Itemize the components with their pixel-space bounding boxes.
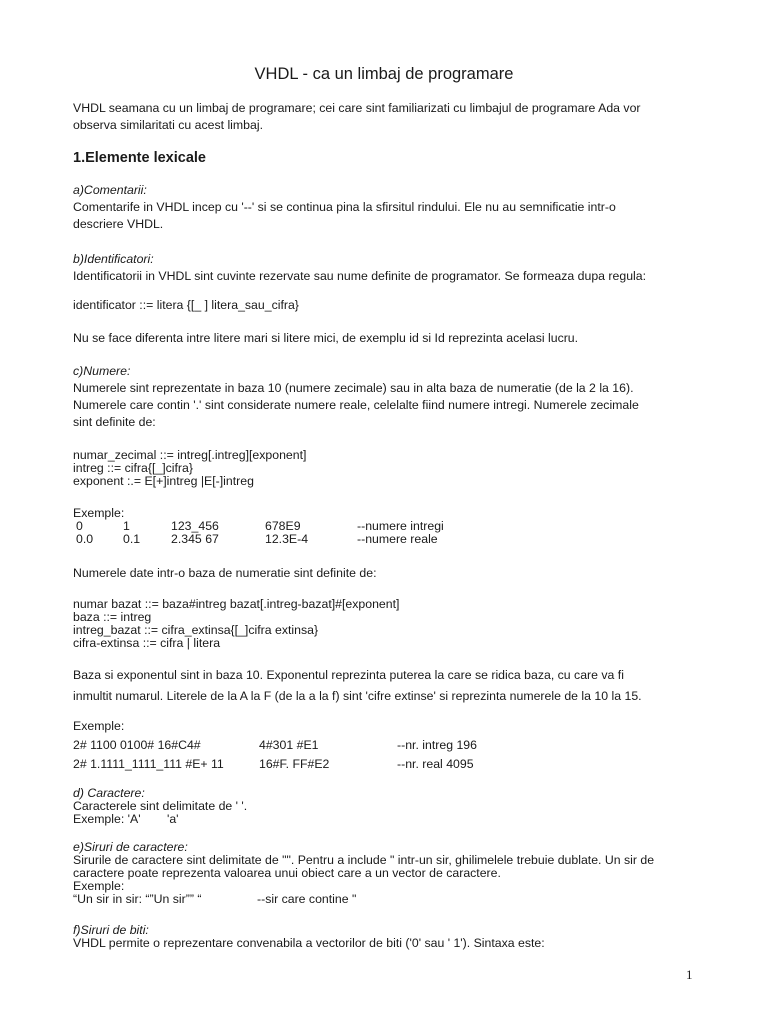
example-cell: Exemple: 'A' <box>73 812 141 826</box>
example-cell: 1 <box>123 519 130 533</box>
example-cell: 4#301 #E1 <box>259 738 319 752</box>
example-cell: 'a' <box>167 812 179 826</box>
page-number: 1 <box>686 967 693 982</box>
based-grammar <box>73 598 693 650</box>
comments-section <box>73 182 693 233</box>
subsection-heading: c)Numere: <box>73 364 131 378</box>
examples-label: Exemple: <box>73 506 125 520</box>
paragraph-line: sint definite de: <box>73 415 156 429</box>
example-cell: 0.1 <box>123 532 141 546</box>
example-row <box>73 813 693 826</box>
subsection-heading: a)Comentarii: <box>73 183 147 197</box>
example-cell: 0 <box>76 519 83 533</box>
example-cell: “Un sir in sir: “”Un sir”” “ <box>73 892 202 906</box>
base-explanation <box>73 665 693 707</box>
intro-line: VHDL seamana cu un limbaj de programare; cei care sint familiarizati cu limbajul de programare Ada vor <box>73 101 641 115</box>
example-row <box>73 533 693 546</box>
characters-section <box>73 787 693 826</box>
grammar-line: cifra-extinsa ::= cifra | litera <box>73 636 221 650</box>
example-comment: --nr. intreg 196 <box>397 738 477 752</box>
grammar-line: intreg_bazat ::= cifra_extinsa{[_]cifra extinsa} <box>73 623 319 637</box>
example-cell: 16#F. FF#E2 <box>259 757 330 771</box>
paragraph-line: VHDL permite o reprezentare convenabila a vectorilor de biti ('0' sau ' 1'). Sintaxa este: <box>73 936 545 950</box>
decimal-examples <box>73 507 693 546</box>
paragraph-line: Comentarife in VHDL incep cu '--' si se continua pina la sfirsitul rindului. Ele nu au semnificatie intr-o <box>73 200 616 214</box>
grammar-line: numar_zecimal ::= intreg[.intreg][exponent] <box>73 448 307 462</box>
subsection-heading: e)Siruri de caractere: <box>73 840 188 854</box>
grammar-line: intreg ::= cifra{[_]cifra} <box>73 461 193 475</box>
paragraph-line: Numerele sint reprezentate in baza 10 (numere zecimale) sau in alta baza de numeratie (de la 2 la 16). <box>73 381 634 395</box>
identifiers-section <box>73 251 693 285</box>
decimal-grammar <box>73 449 693 488</box>
subsection-heading: d) Caractere: <box>73 786 145 800</box>
example-cell: 12.3E-4 <box>265 532 309 546</box>
grammar-line: baza ::= intreg <box>73 610 152 624</box>
subsection-heading: b)Identificatori: <box>73 252 154 266</box>
paragraph-line: caractere poate reprezenta valoarea unui obiect care a un vector de caractere. <box>73 866 501 880</box>
example-cell: 0.0 <box>76 532 94 546</box>
paragraph-line: descriere VHDL. <box>73 217 164 231</box>
example-cell: 2# 1100 0100# 16#C4# <box>73 738 201 752</box>
example-row <box>73 736 693 755</box>
example-comment: --numere reale <box>357 532 438 546</box>
example-row <box>73 893 693 906</box>
example-comment: --sir care contine " <box>257 892 357 906</box>
paragraph-line: Numerele care contin '.' sint considerate numere reale, celelalte fiind numere intregi. Numerele zecimale <box>73 398 639 412</box>
example-row <box>73 755 693 774</box>
example-comment: --nr. real 4095 <box>397 757 474 771</box>
intro-line: observa similaritati cu acest limbaj. <box>73 118 263 132</box>
bitstrings-section <box>73 924 693 950</box>
subsection-heading: f)Siruri de biti: <box>73 923 149 937</box>
based-intro: Numerele date intr-o baza de numeratie sint definite de: <box>73 566 377 580</box>
examples-label: Exemple: <box>73 719 125 733</box>
paragraph-line: Exemple: <box>73 879 125 893</box>
example-cell: 678E9 <box>265 519 301 533</box>
example-cell: 2# 1.1111_1111_111 #E+ 11 <box>73 757 224 771</box>
numbers-section <box>73 363 693 431</box>
paragraph-line: inmultit numarul. Literele de la A la F (de la a la f) sint 'cifre extinse' si reprezinta numerele de la 10 la 15. <box>73 689 642 703</box>
example-comment: --numere intregi <box>357 519 444 533</box>
intro-paragraph <box>73 100 693 134</box>
identifier-rule: identificator ::= litera {[_ ] litera_sau_cifra} <box>73 298 299 312</box>
page-title: VHDL - ca un limbaj de programare <box>254 65 514 83</box>
paragraph-line: Baza si exponentul sint in baza 10. Exponentul reprezinta puterea la care se ridica baza, cu care va fi <box>73 668 624 682</box>
paragraph-line: Caracterele sint delimitate de ' '. <box>73 799 248 813</box>
strings-section <box>73 841 693 906</box>
grammar-line: exponent :.= E[+]intreg |E[-]intreg <box>73 474 254 488</box>
based-examples <box>73 717 693 774</box>
paragraph-line: Identificatorii in VHDL sint cuvinte rezervate sau nume definite de programator. Se formeaza dupa regula: <box>73 269 647 283</box>
example-cell: 2.345 67 <box>171 532 219 546</box>
case-note: Nu se face diferenta intre litere mari si litere mici, de exemplu id si Id reprezinta acelasi lucru. <box>73 331 579 345</box>
section-heading: 1.Elemente lexicale <box>73 150 206 166</box>
grammar-line: numar bazat ::= baza#intreg bazat[.intreg-bazat]#[exponent] <box>73 597 400 611</box>
example-cell: 123_456 <box>171 519 219 533</box>
paragraph-line: Sirurile de caractere sint delimitate de "". Pentru a include " intr-un sir, ghilimelele trebuie dublate. Un sir de <box>73 853 655 867</box>
